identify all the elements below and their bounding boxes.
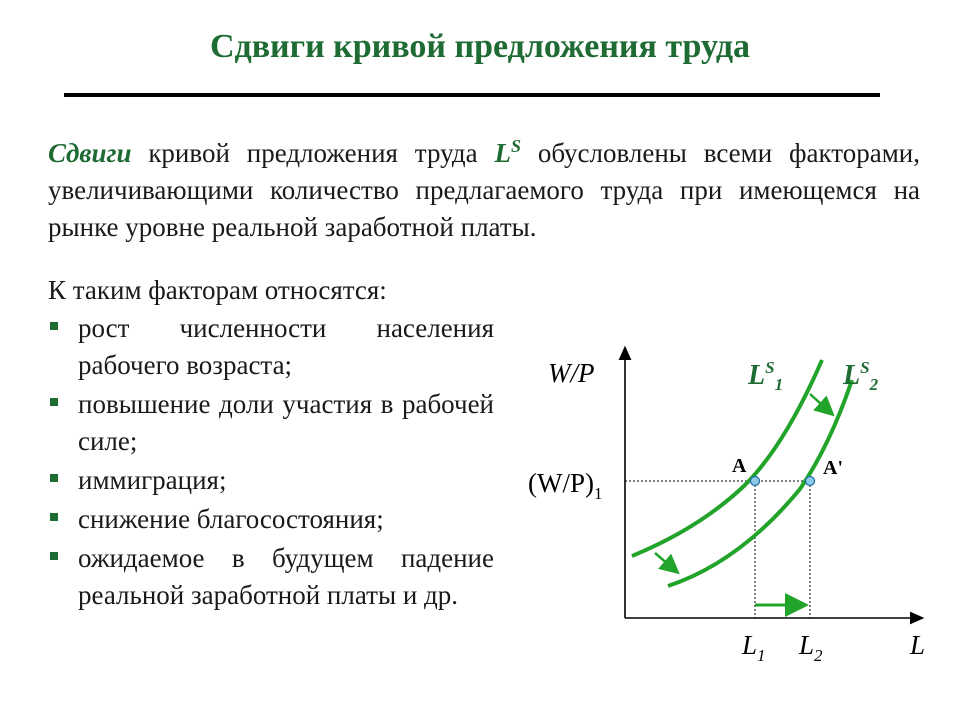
list-item: рост численности населения рабочего возраста; — [48, 310, 494, 384]
series-label-ls1: $L^S_1$ — [748, 358, 784, 394]
supply-curve-2 — [668, 380, 852, 586]
l1-label: $L_1$ — [742, 630, 766, 665]
l2-label: $L_2$ — [799, 630, 823, 665]
x-axis-label: L — [910, 630, 926, 660]
shift-arrow-lower — [655, 553, 676, 571]
wage-level-label: $(W/P)_1$ — [528, 468, 603, 503]
factors-heading: К таким факторам относятся: — [48, 275, 387, 305]
shift-arrow-upper — [810, 394, 831, 413]
labor-supply-symbol: $L^S$ — [494, 136, 521, 168]
point-a-prime-label: A' — [823, 457, 843, 479]
list-item: иммиграция; — [48, 462, 494, 499]
point-a-label: A — [732, 455, 747, 477]
list-item: снижение благосостояния; — [48, 501, 494, 538]
list-item: ожидаемое в будущем падение реальной заработной платы и др. — [48, 540, 494, 614]
page-title: Сдвиги кривой предложения труда — [209, 28, 751, 65]
point-a — [751, 477, 760, 486]
point-a-prime — [806, 477, 815, 486]
series-label-ls2: $L^S_2$ — [843, 358, 879, 394]
intro-text-after: обусловлены всеми факторами, увеличивающими количество предлагаемого труда при имеющемся на рынке уровне реальной заработной платы. — [48, 138, 920, 242]
intro-text-before: кривой предложения труда — [131, 138, 495, 168]
intro-lead: Сдвиги — [48, 138, 132, 168]
supply-curve-1 — [632, 360, 822, 556]
list-item: повышение доли участия в рабочей силе; — [48, 386, 494, 460]
y-axis-label: W/P — [548, 358, 595, 388]
